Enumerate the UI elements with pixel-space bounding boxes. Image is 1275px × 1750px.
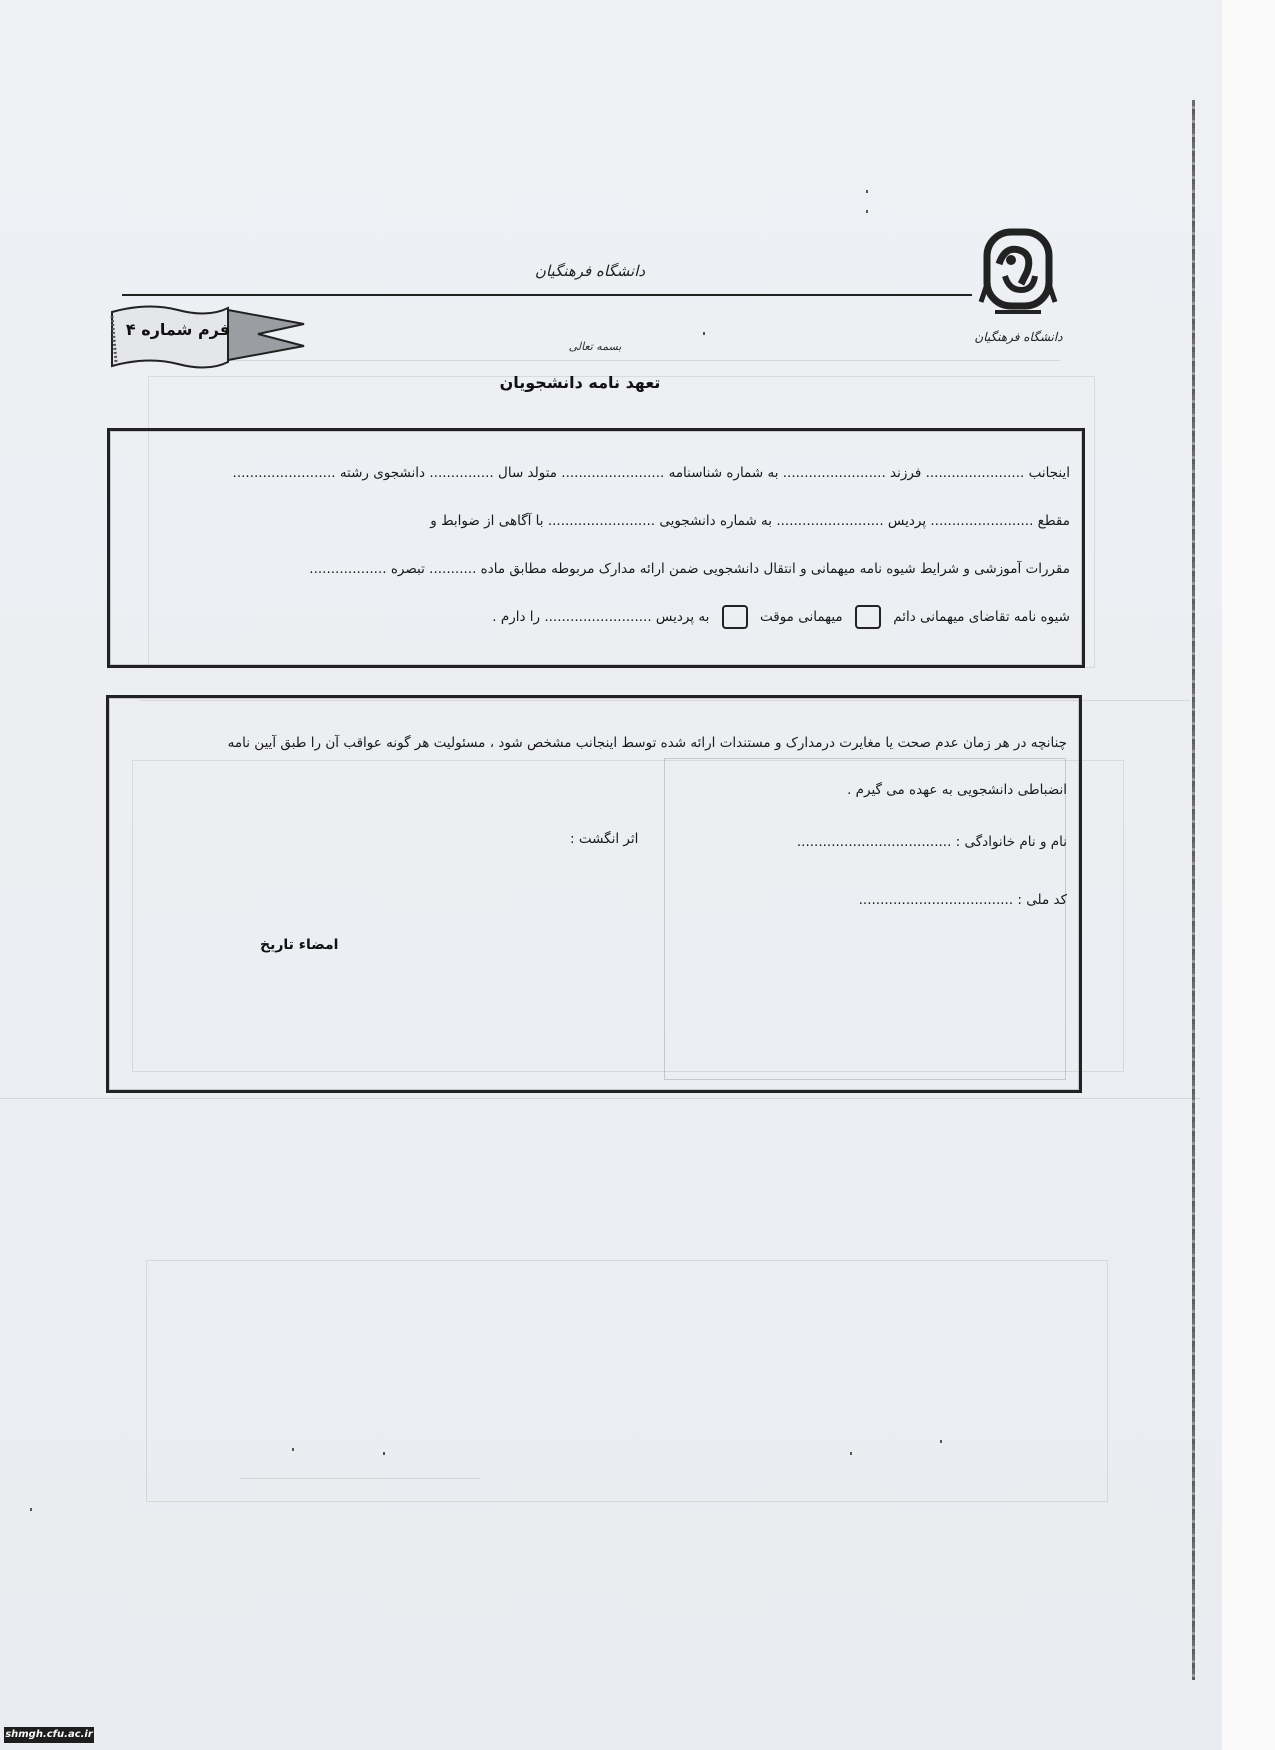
logo-label: دانشگاه فرهنگیان (974, 330, 1063, 344)
form-number: فرم شماره ۴ (125, 320, 231, 339)
header-rule (122, 294, 972, 296)
scan-speck (383, 1452, 385, 1455)
university-logo-icon (975, 224, 1061, 339)
request-type-line (492, 605, 1070, 629)
undertaking-text-line: چنانچه در هر زمان عدم صحت یا مغایرت درمدارک و مستندات ارائه شده توسط اینجانب مشخص شود ، مسئولیت هر گونه عواقب آن را طبق آیین نامه (227, 735, 1067, 751)
page-margin-strip (1222, 0, 1275, 1750)
scan-speck (703, 332, 705, 335)
temporary-guest-checkbox[interactable] (722, 605, 748, 629)
scan-speck (940, 1440, 942, 1443)
scan-speck (292, 1448, 294, 1451)
source-badge[interactable]: shmgh.cfu.ac.ir (4, 1727, 94, 1743)
university-title: دانشگاه فرهنگیان (534, 262, 646, 280)
degree-campus-line: مقطع ........................ پردیس ......................... به شماره دانشجویی ......................... با آگاهی از ضوابط و (430, 513, 1070, 529)
request-section (107, 428, 1085, 668)
fingerprint-label: اثر انگشت : (570, 831, 639, 847)
national-id-field: کد ملی : .................................... (858, 892, 1067, 908)
signature-date-label: امضاء تاریخ (260, 937, 339, 953)
undertaking-section (106, 695, 1082, 1093)
permanent-guest-checkbox[interactable] (855, 605, 881, 629)
bleed-through-box (664, 758, 1066, 1080)
scan-speck (850, 1452, 852, 1455)
bleed-through-box (146, 1260, 1108, 1502)
bleed-through-line (0, 1098, 1200, 1099)
bismillah: بسمه تعالی (568, 340, 622, 353)
temporary-guest-label: میهمانی موقت (759, 609, 843, 625)
document-title: تعهد نامه دانشجویان (499, 373, 661, 392)
scan-speck (866, 210, 868, 213)
request-type-label: شیوه نامه تقاضای میهمانی دائم (893, 609, 1070, 625)
student-info-line: اینجانب ....................... فرزند ........................ به شماره شناسنامه ........................ متولد سال ............... دانشجوی رشته ........................ (232, 465, 1070, 481)
destination-campus-label: به پردیس ......................... را دارم . (492, 609, 710, 625)
full-name-field: نام و نام خانوادگی : .................................... (796, 834, 1067, 850)
scan-speck (30, 1508, 32, 1511)
bleed-through-line (240, 1478, 480, 1479)
undertaking-text-line: انضباطی دانشجویی به عهده می گیرم . (847, 782, 1067, 798)
regulations-line: مقررات آموزشی و شرایط شیوه نامه میهمانی و انتقال دانشجویی ضمن ارائه مدارک مربوطه مطابق ماده ........... تبصره .................. (309, 561, 1070, 577)
scan-edge (1192, 100, 1195, 1680)
scan-speck (866, 190, 868, 193)
